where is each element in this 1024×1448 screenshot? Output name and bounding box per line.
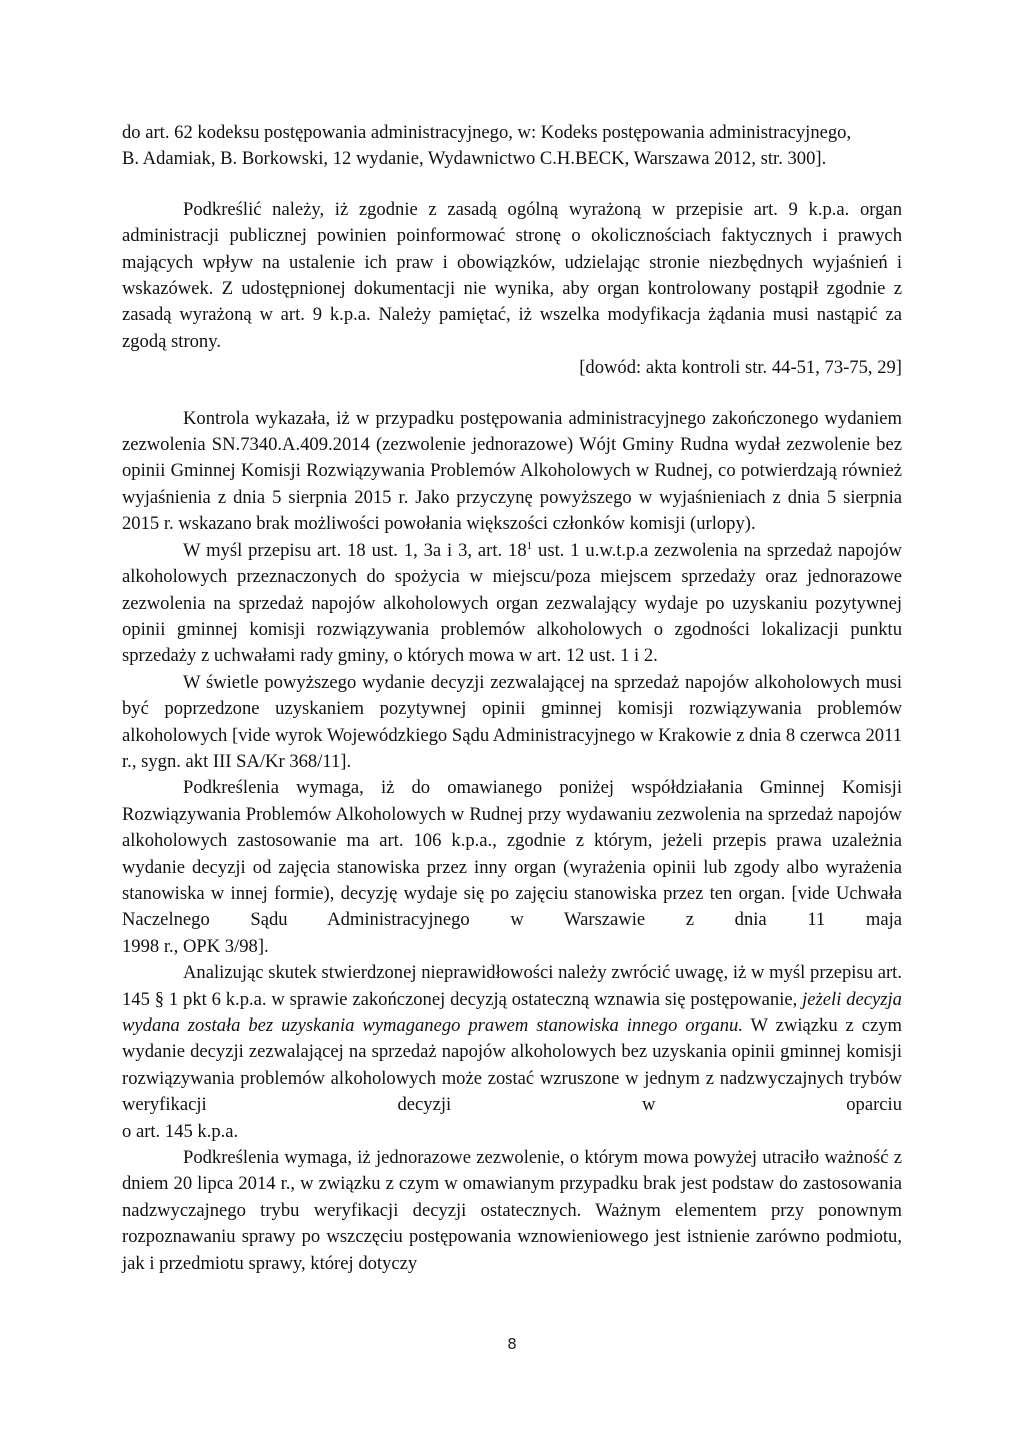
paragraph-legal-basis xyxy=(122,538,902,670)
paragraph-art-106-kpa-tail: 1998 r., OPK 3/98]. xyxy=(122,935,269,957)
superscript: 1 xyxy=(526,539,533,552)
document-body xyxy=(122,120,902,1277)
art-145-rest: W związku z czym wydanie decyzji zezwalającej na sprzedaż napojów alkoholowych bez uzyskania opinii gminnej komisji rozwiązywania problemów alkoholowych może zostać wzruszone w jednym z nadzwyczajnych trybów weryfikacji decyzji w oparciu xyxy=(122,1015,902,1116)
art-145-intro: Analizując skutek stwierdzonej nieprawidłowości należy zwrócić uwagę, iż w myśl przepisu art. 145 § 1 pkt 6 k.p.a. w sprawie zakończonej decyzją ostateczną wznawia się postępowanie, xyxy=(122,962,902,1010)
legal-basis-text: W myśl przepisu art. 18 ust. 1, 3a i 3, art. 18 xyxy=(183,539,527,561)
paragraph-art-9-kpa: Podkreślić należy, iż zgodnie z zasadą ogólną wyrażoną w przepisie art. 9 k.p.a. organ administracji publicznej powinien poinformować stronę o okolicznościach faktycznych i prawych mających wpływ na ustalenie ich praw i obowiązków, udzielając stronie niezbędnych wyjaśnień i wskazówek. Z udostępnionej dokumentacji nie wynika, aby organ kontrolowany postąpił zgodnie z zasadą wyrażoną w art. 9 k.p.a. Należy pamiętać, iż wszelka modyfikacja żądania musi nastąpić za zgodą strony. xyxy=(122,198,902,352)
paragraph-art-145-kpa xyxy=(122,960,902,1118)
paragraph-wsa-judgment: W świetle powyższego wydanie decyzji zezwalającej na sprzedaż napojów alkoholowych musi być poprzedzone uzyskaniem pozytywnej opinii gminnej komisji rozwiązywania problemów alkoholowych [vide wyrok Wojewódzkiego Sądu Administracyjnego w Krakowie z dnia 8 czerwca 2011 r., sygn. akt III SA/Kr 368/11]. xyxy=(122,671,902,772)
art-145-quote: jeżeli decyzja wydana została bez uzyskania wymaganego prawem stanowiska innego organu. xyxy=(122,988,902,1036)
paragraph-one-time-permit: Podkreślenia wymaga, iż jednorazowe zezwolenie, o którym mowa powyżej utraciło ważność z dniem 20 lipca 2014 r., w związku z czym w omawianym przypadku brak jest podstaw do zastosowania nadzwyczajnego trybu weryfikacji decyzji ostatecznych. Ważnym elementem przy ponownym rozpoznawaniu sprawy po wszczęciu postępowania wznowieniowego jest istnienie zarówno podmiotu, jak i przedmiotu sprawy, której dotyczy xyxy=(122,1147,902,1274)
evidence-reference: [dowód: akta kontroli str. 44-51, 73-75, 29] xyxy=(579,357,902,379)
citation-line-2: B. Adamiak, B. Borkowski, 12 wydanie, Wydawnictwo C.H.BECK, Warszawa 2012, str. 300]. xyxy=(122,148,827,170)
paragraph-art-106-kpa: Podkreślenia wymaga, iż do omawianego poniżej współdziałania Gminnej Komisji Rozwiązywania Problemów Alkoholowych w Rudnej przy wydawaniu zezwolenia na sprzedaż napojów alkoholowych zastosowanie ma art. 106 k.p.a., zgodnie z którym, jeżeli przepis prawa uzależnia wydanie decyzji od zajęcia stanowiska przez inny organ (wyrażenia opinii lub zgody albo wyrażenia stanowiska w innej formie), decyzję wydaje się po zajęciu stanowiska przez ten organ. [vide Uchwała Naczelnego Sądu Administracyjnego w Warszawie z dnia 11 maja xyxy=(122,777,902,931)
legal-basis-text-cont: ust. 1 u.w.t.p.a zezwolenia na sprzedaż napojów alkoholowych przeznaczonych do spożycia w miejscu/poza miejscem sprzedaży oraz jednorazowe zezwolenia na sprzedaż napojów alkoholowych organ zezwalający wydaje po uzyskaniu pozytywnej opinii gminnej komisji rozwiązywania problemów alkoholowych o zgodności lokalizacji punktu sprzedaży z uchwałami rady gminy, o których mowa w art. 12 ust. 1 i 2. xyxy=(122,539,902,667)
paragraph-control-findings: Kontrola wykazała, iż w przypadku postępowania administracyjnego zakończonego wydaniem zezwolenia SN.7340.A.409.2014 (zezwolenie jednorazowe) Wójt Gminy Rudna wydał zezwolenie bez opinii Gminnej Komisji Rozwiązywania Problemów Alkoholowych w Rudnej, co potwierdzają również wyjaśnienia z dnia 5 sierpnia 2015 r. Jako przyczynę powyższego w wyjaśnieniach z dnia 5 sierpnia 2015 r. wskazano brak możliwości powołania większości członków komisji (urlopy). xyxy=(122,407,902,535)
page-number: 8 xyxy=(507,1335,517,1353)
citation-line-1: do art. 62 kodeksu postępowania administracyjnego, w: Kodeks postępowania administracyjnego, xyxy=(122,122,852,143)
paragraph-art-145-kpa-tail: o art. 145 k.p.a. xyxy=(122,1120,239,1142)
